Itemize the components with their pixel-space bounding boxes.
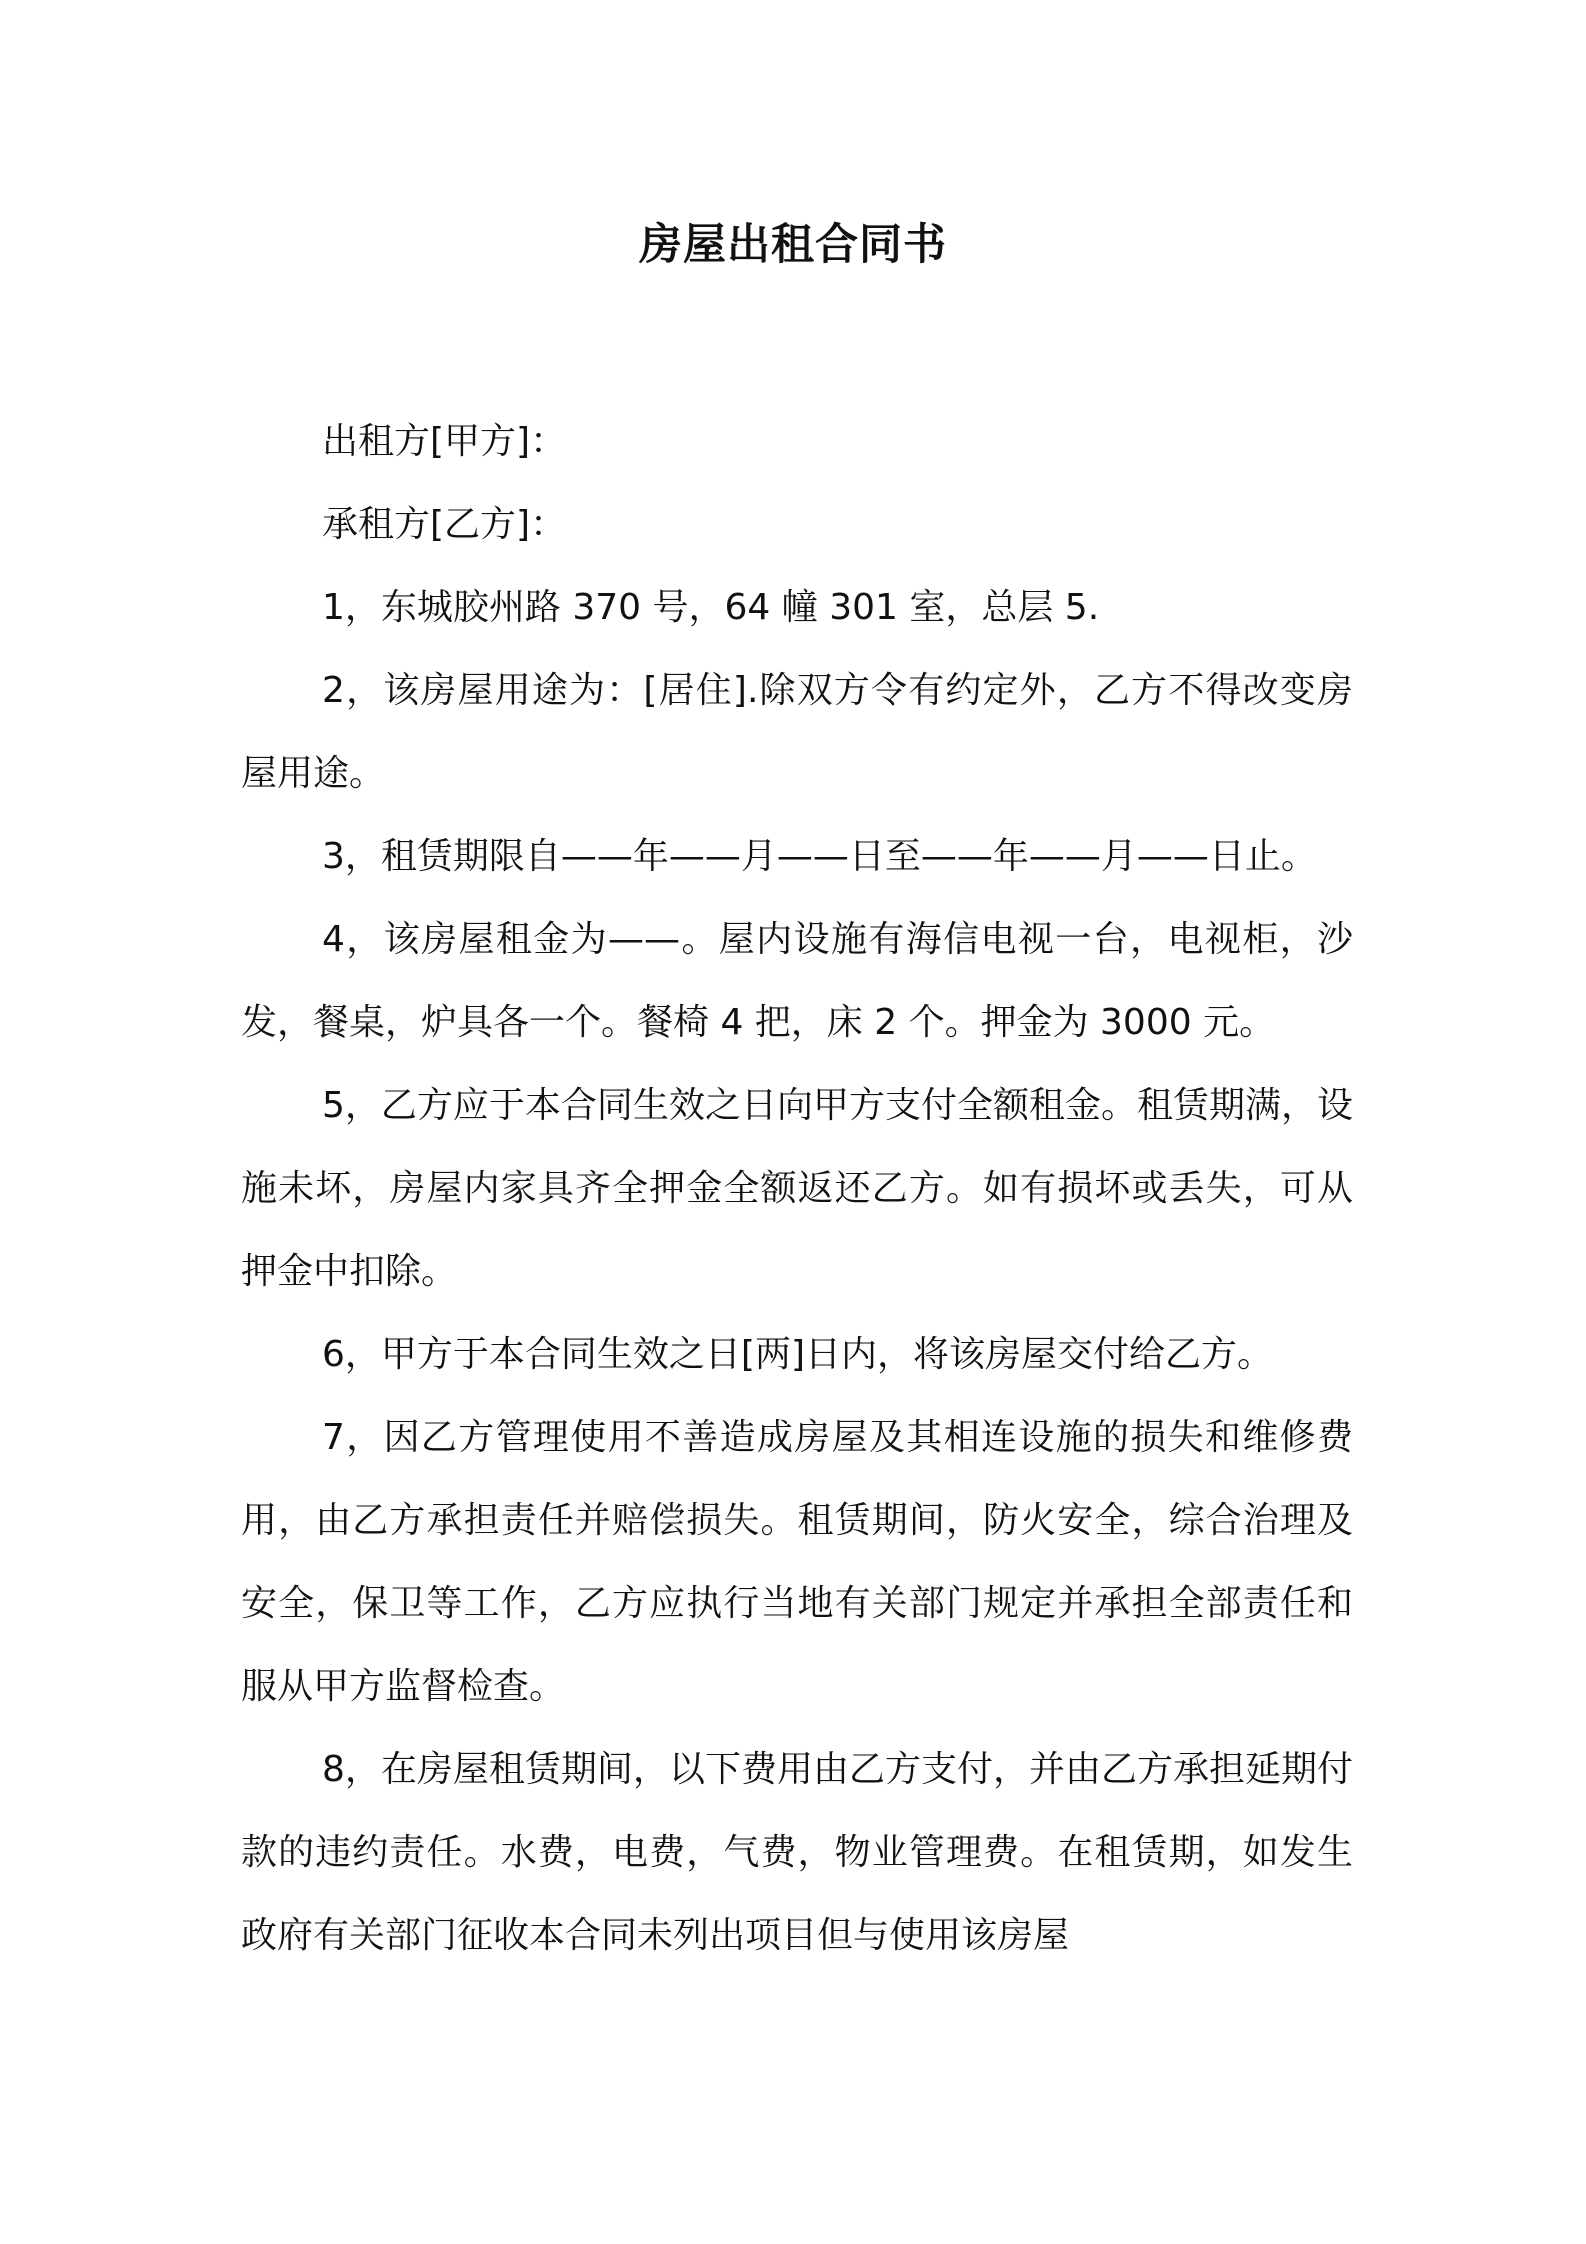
clause-8: 8，在房屋租赁期间，以下费用由乙方支付，并由乙方承担延期付款的违约责任。水费，电费，气费，物业管理费。在租赁期，如发生政府有关部门征收本合同未列出项目但与使用该房屋	[241, 1749, 1353, 1956]
clause-2: 2，该房屋用途为：[居住].除双方令有约定外，乙方不得改变房屋用途。	[241, 670, 1353, 794]
clause-1: 1，东城胶州路 370 号，64 幢 301 室，总层 5.	[322, 587, 1100, 628]
document-title: 房屋出租合同书	[639, 220, 947, 270]
clause-3: 3，租赁期限自——年——月——日至——年——月——日止。	[322, 836, 1317, 877]
lessee-line: 承租方[乙方]：	[322, 504, 567, 545]
clause-5: 5，乙方应于本合同生效之日向甲方支付全额租金。租赁期满，设施未坏，房屋内家具齐全押金全额返还乙方。如有损坏或丢失，可从押金中扣除。	[241, 1085, 1353, 1292]
lessor-line: 出租方[甲方]：	[322, 421, 567, 462]
document-body	[241, 400, 1353, 1977]
clause-4: 4，该房屋租金为——。屋内设施有海信电视一台，电视柜，沙发，餐桌，炉具各一个。餐椅 4 把，床 2 个。押金为 3000 元。	[241, 919, 1353, 1043]
clause-7: 7，因乙方管理使用不善造成房屋及其相连设施的损失和维修费用，由乙方承担责任并赔偿损失。租赁期间，防火安全，综合治理及安全，保卫等工作，乙方应执行当地有关部门规定并承担全部责任和服从甲方监督检查。	[241, 1417, 1353, 1707]
clause-6: 6，甲方于本合同生效之日[两]日内，将该房屋交付给乙方。	[322, 1334, 1273, 1375]
